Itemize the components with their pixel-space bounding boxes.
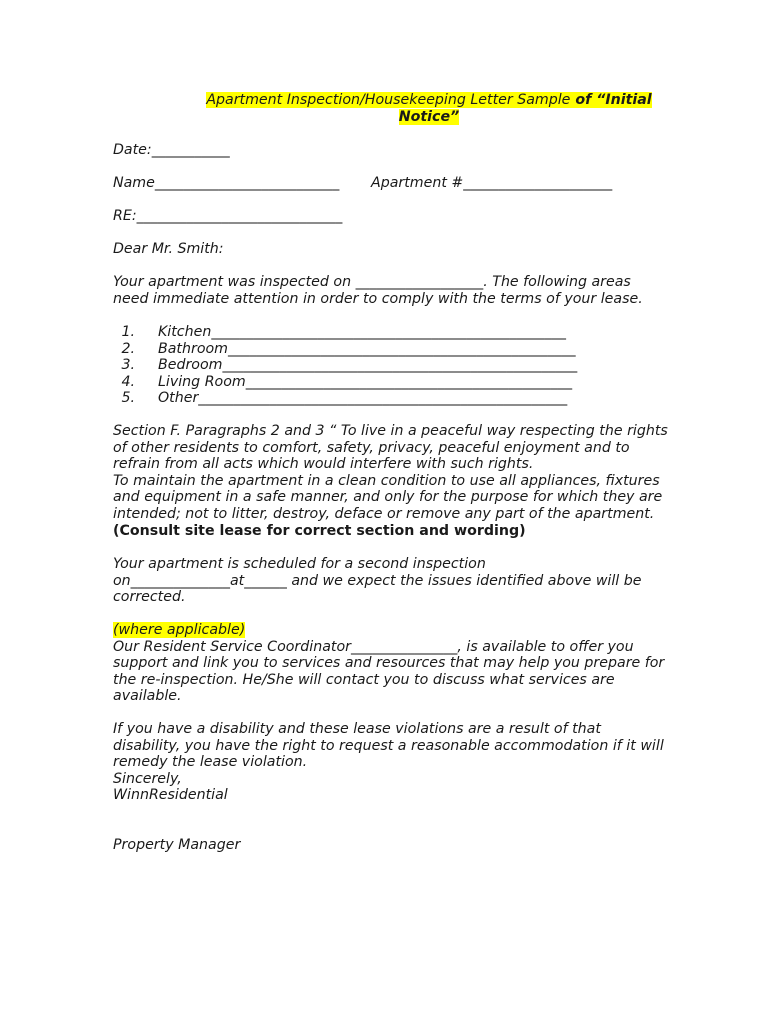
section-line: intended; not to litter, destroy, deface or remove any part of the apartment. <box>113 505 655 522</box>
title-bold-line1: of “Initial <box>570 92 652 108</box>
salutation: Dear Mr. Smith: <box>113 241 224 257</box>
re-field: RE:_____________________________ <box>113 208 343 224</box>
disability-line: If you have a disability and these lease violations are a result of that <box>113 721 601 737</box>
company-name: WinnResidential <box>113 787 228 804</box>
intro-paragraph <box>113 274 643 307</box>
item-label: Bedroom__________________________________________________ <box>158 357 578 374</box>
list-item <box>113 341 577 358</box>
coordinator-line: Our Resident Service Coordinator_______________, is available to offer you <box>113 638 634 655</box>
section-line: refrain from all acts which would interfere with such rights. <box>113 456 534 473</box>
item-number: 3. <box>121 357 135 374</box>
second-inspection-line: on______________at______ and we expect the issues identified above will be <box>113 572 642 589</box>
item-label: Kitchen__________________________________________________ <box>158 324 567 340</box>
document-title <box>200 92 658 126</box>
closing: Sincerely, <box>113 770 182 787</box>
item-label: Other____________________________________________________ <box>158 390 568 407</box>
item-number: 1. <box>121 324 135 340</box>
intro-line: Your apartment was inspected on __________________. The following areas <box>113 274 631 290</box>
date-field: Date:___________ <box>113 142 230 158</box>
item-number: 5. <box>121 390 135 407</box>
coordinator-paragraph <box>113 622 664 705</box>
second-inspection-line: Your apartment is scheduled for a second inspection <box>113 556 486 572</box>
items-block <box>113 324 577 407</box>
intro-line: need immediate attention in order to comply with the terms of your lease. <box>113 290 643 307</box>
disability-paragraph <box>113 721 664 804</box>
lease-section-paragraph <box>113 423 668 539</box>
list-item <box>113 324 577 341</box>
item-label: Bathroom_________________________________________________ <box>158 340 576 357</box>
name-field: Name__________________________ <box>113 175 340 191</box>
title-bold-line2: Notice” <box>398 109 460 125</box>
signature-title: Property Manager <box>113 837 241 853</box>
disability-line: remedy the lease violation. <box>113 754 308 771</box>
section-line: and equipment in a safe manner, and only for the purpose for which they are <box>113 489 663 506</box>
coordinator-line: available. <box>113 688 182 705</box>
title-highlighted: Apartment Inspection/Housekeeping Letter Sample <box>206 92 571 108</box>
apartment-field: Apartment #_____________________ <box>371 175 613 191</box>
coordinator-line: support and link you to services and resources that may help you prepare for <box>113 655 665 672</box>
list-item <box>113 390 577 407</box>
list-item <box>113 374 577 391</box>
section-line: To maintain the apartment in a clean condition to use all appliances, fixtures <box>113 472 660 489</box>
list-item <box>113 357 577 374</box>
coordinator-line: the re-inspection. He/She will contact you to discuss what services are <box>113 671 615 688</box>
item-number: 2. <box>121 340 135 357</box>
item-number: 4. <box>121 373 135 390</box>
second-inspection-line: corrected. <box>113 589 186 606</box>
consult-note: (Consult site lease for correct section and wording) <box>113 522 526 539</box>
disability-line: disability, you have the right to request a reasonable accommodation if it will <box>113 737 664 754</box>
item-label: Living Room______________________________________________ <box>158 373 573 390</box>
second-inspection-paragraph <box>113 556 642 606</box>
section-line: Section F. Paragraphs 2 and 3 “ To live in a peaceful way respecting the rights <box>113 423 668 439</box>
section-line: of other residents to comfort, safety, privacy, peaceful enjoyment and to <box>113 439 630 456</box>
where-applicable-note: (where applicable) <box>113 622 246 638</box>
